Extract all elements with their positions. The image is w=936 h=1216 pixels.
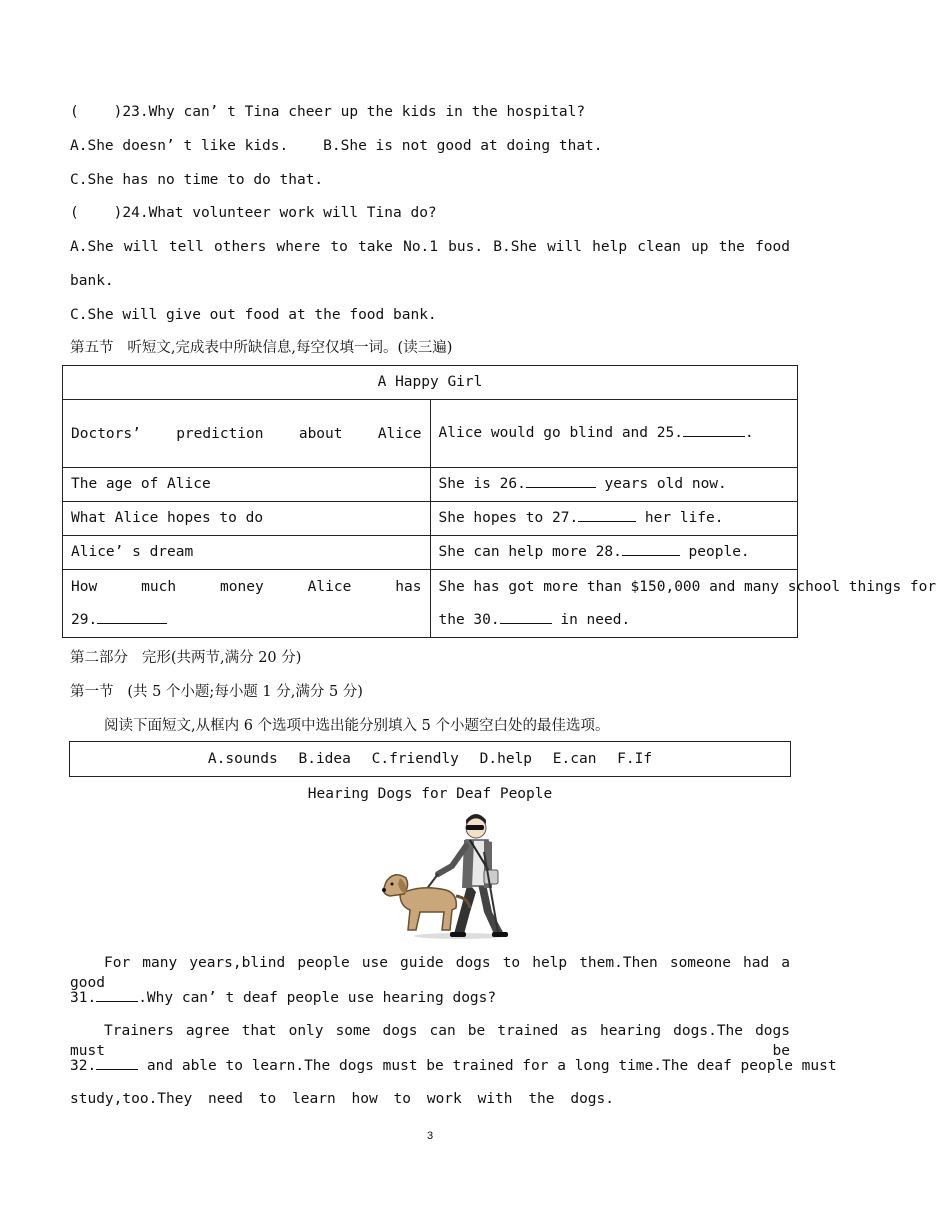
page-number: 3 [426, 1130, 434, 1142]
q24-stem: ( )24.What volunteer work will Tina do? [70, 205, 437, 221]
passage-title: Hearing Dogs for Deaf People [307, 786, 553, 802]
option-b: B.idea [298, 751, 351, 767]
table-row [63, 502, 798, 536]
q24-options-ab-line2: bank. [70, 273, 114, 289]
table-cell-left: Alice’ s dream [63, 536, 431, 570]
part2-section1-heading: 第一节 (共 5 个小题;每小题 1 分,满分 5 分) [70, 684, 363, 700]
table-cell-right: She hopes to 27. her life. [430, 502, 798, 536]
option-f: F.If [617, 751, 653, 767]
passage-p2-line2: 32. and able to learn.The dogs must be trained for a long time.The deaf people must [70, 1055, 790, 1076]
blank-32 [96, 1055, 138, 1070]
passage-p2-line3: study,too.They need to learn how to work with the dogs. [70, 1091, 614, 1107]
q23-options-ab: A.She doesn’ t like kids. B.She is not good at doing that. [70, 138, 603, 154]
table-cell-left: How much money Alice has 29. [63, 570, 431, 638]
q24-option-c: C.She will give out food at the food bank. [70, 307, 437, 323]
blank-26 [526, 473, 596, 488]
passage-p1-line1: For many years,blind people use guide dogs to help them.Then someone had a good [70, 955, 790, 991]
option-c: C.friendly [371, 751, 459, 767]
table-title: A Happy Girl [63, 366, 798, 400]
part2-heading: 第二部分 完形(共两节,满分 20 分) [70, 650, 302, 666]
blank-29 [97, 609, 167, 624]
table-cell-left: What Alice hopes to do [63, 502, 431, 536]
passage-p2-line1: Trainers agree that only some dogs can be trained as hearing dogs.The dogs must be [70, 1023, 790, 1059]
guide-dog-illustration [380, 812, 510, 942]
passage-p1-line2: 31. .Why can’ t deaf people use hearing dogs? [70, 987, 790, 1008]
table-cell-right: She has got more than $150,000 and many school things for the 30. in need. [430, 570, 798, 638]
option-d: D.help [479, 751, 533, 767]
table-row [63, 468, 798, 502]
blank-28 [622, 541, 680, 556]
blank-27 [578, 507, 636, 522]
blank-30 [500, 609, 552, 624]
blank-31 [96, 987, 138, 1002]
table-cell-right: She is 26. years old now. [430, 468, 798, 502]
option-a: A.sounds [207, 751, 278, 767]
table-cell-right: Alice would go blind and 25. . [430, 400, 798, 468]
table-cell-left: Doctors’ prediction about Alice [63, 400, 431, 468]
table-title-row [63, 366, 798, 400]
blank-25 [683, 422, 745, 437]
info-table [62, 365, 936, 638]
table-row [63, 400, 798, 468]
q23-option-c: C.She has no time to do that. [70, 172, 324, 188]
table-cell-right: She can help more 28. people. [430, 536, 798, 570]
q24-options-ab-line1: A.She will tell others where to take No.1 bus. B.She will help clean up the food [70, 239, 790, 255]
section5-heading: 第五节 听短文,完成表中所缺信息,每空仅填一词。(读三遍) [70, 340, 453, 356]
table-row [63, 570, 798, 638]
table-cell-left: The age of Alice [63, 468, 431, 502]
table-row [63, 536, 798, 570]
option-e: E.can [552, 751, 597, 767]
options-box [69, 741, 791, 777]
part2-instruction: 阅读下面短文,从框内 6 个选项中选出能分别填入 5 个小题空白处的最佳选项。 [104, 718, 610, 734]
q23-stem: ( )23.Why can’ t Tina cheer up the kids in the hospital? [70, 104, 586, 120]
